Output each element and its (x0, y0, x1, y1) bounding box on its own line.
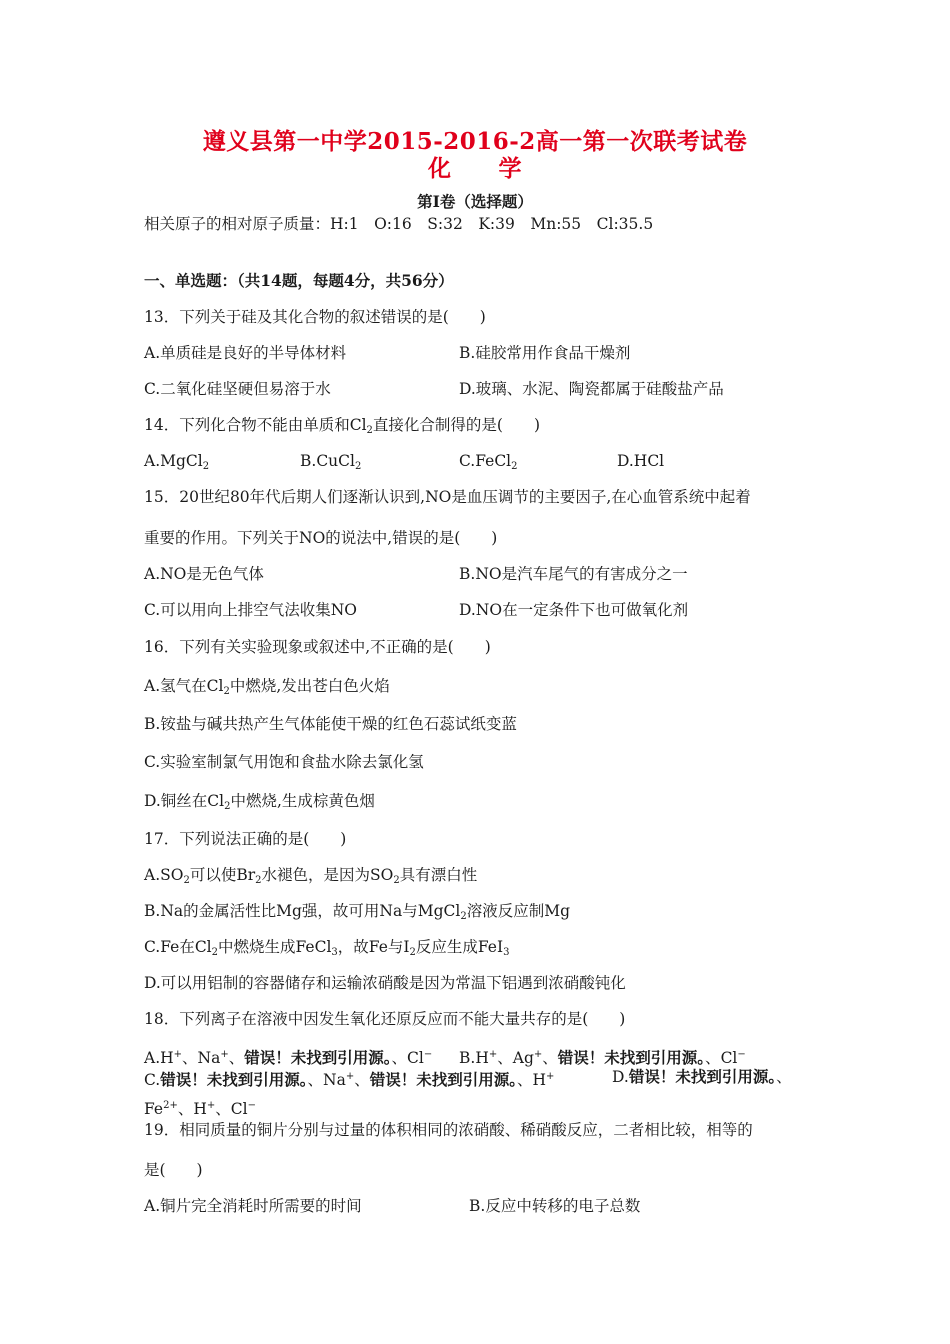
q17-option-a: $A.SO_2$可以使$Br_2$水褪色，是因为$SO_2$具有漂白性 (144, 866, 478, 886)
q18-option-d: D.错误！未找到引用源。、 (612, 1067, 792, 1086)
q14-option-a: A.MgCl$_2$ (144, 452, 210, 472)
q17-stem: 17．下列说法正确的是( ) (144, 830, 347, 848)
q18-stem: 18．下列离子在溶液中因发生氧化还原反应而不能大量共存的是( ) (144, 1010, 626, 1028)
q15-stem-line2: 重要的作用。下列关于NO的说法中,错误的是( ) (144, 529, 498, 547)
q18-option-a: A.H+、Na+、错误！未找到引用源。、Cl− (144, 1048, 433, 1067)
q14-option-c: C.FeCl$_2$ (459, 452, 518, 472)
q19-stem-line1: 19．相同质量的铜片分别与过量的体积相同的浓硝酸、稀硝酸反应，二者相比较，相等的 (144, 1121, 753, 1139)
atomic-masses: 相关原子的相对原子质量：H:1 O:16 S:32 K:39 Mn:55 Cl:35.5 (144, 215, 654, 233)
q14-option-d: D.HCl (617, 452, 665, 470)
q19-option-a: A.铜片完全消耗时所需要的时间 (144, 1197, 362, 1215)
q16-option-d: D.铜丝在$Cl_2$中燃烧,生成棕黄色烟 (144, 792, 375, 812)
q18-option-b: B.H+、Ag+、错误！未找到引用源。、Cl− (459, 1048, 746, 1067)
q17-option-c: C.Fe在$Cl_2$中燃烧生成FeCl$_3$，故Fe与$I_2$反应生成FeI$_3$ (144, 938, 510, 958)
q15-option-b: B.NO是汽车尾气的有害成分之一 (459, 565, 688, 583)
q16-option-c: C.实验室制氯气用饱和食盐水除去氯化氢 (144, 753, 424, 771)
q19-option-b: B.反应中转移的电子总数 (469, 1197, 641, 1215)
q13-option-d: D.玻璃、水泥、陶瓷都属于硅酸盐产品 (459, 380, 724, 398)
q15-option-c: C.可以用向上排空气法收集NO (144, 601, 358, 619)
part-heading: 一、单选题：（共14题，每题4分，共56分） (144, 271, 454, 290)
q13-option-a: A.单质硅是良好的半导体材料 (144, 344, 347, 362)
q16-option-b: B.铵盐与碱共热产生气体能使干燥的红色石蕊试纸变蓝 (144, 715, 517, 733)
q14-option-b: B.CuCl$_2$ (300, 452, 362, 472)
exam-title: 遵义县第一中学2015-2016-2高一第一次联考试卷 (202, 128, 748, 155)
q13-option-c: C.二氧化硅坚硬但易溶于水 (144, 380, 331, 398)
q13-option-b: B.硅胶常用作食品干燥剂 (459, 344, 631, 362)
q17-option-d: D.可以用铝制的容器储存和运输浓硝酸是因为常温下铝遇到浓硝酸钝化 (144, 974, 626, 992)
q19-stem-line2: 是( ) (144, 1161, 203, 1179)
q16-option-a: A.氢气在$Cl_2$中燃烧,发出苍白色火焰 (144, 677, 390, 697)
q14-stem: 14．下列化合物不能由单质和$Cl_2$直接化合制得的是( ) (144, 416, 541, 436)
q18-option-c: C.错误！未找到引用源。、Na+、错误！未找到引用源。、H+ (144, 1070, 555, 1089)
q16-stem: 16．下列有关实验现象或叙述中,不正确的是( ) (144, 638, 491, 656)
q15-stem-line1: 15．20世纪80年代后期人们逐渐认识到,NO是血压调节的主要因子,在心血管系统中起着 (144, 488, 751, 506)
q17-option-b: B.Na的金属活性比Mg强，故可用Na与MgCl$_2$溶液反应制Mg (144, 902, 570, 922)
subject-title: 化 学 (428, 155, 522, 182)
q15-option-d: D.NO在一定条件下也可做氧化剂 (459, 601, 689, 619)
q15-option-a: A.NO是无色气体 (144, 565, 264, 583)
q18-option-d-continued: $Fe^{2+}$、H+、Cl− (144, 1100, 257, 1118)
q13-stem: 13．下列关于硅及其化合物的叙述错误的是( ) (144, 308, 486, 326)
section-title: 第Ⅰ卷（选择题） (417, 192, 533, 211)
